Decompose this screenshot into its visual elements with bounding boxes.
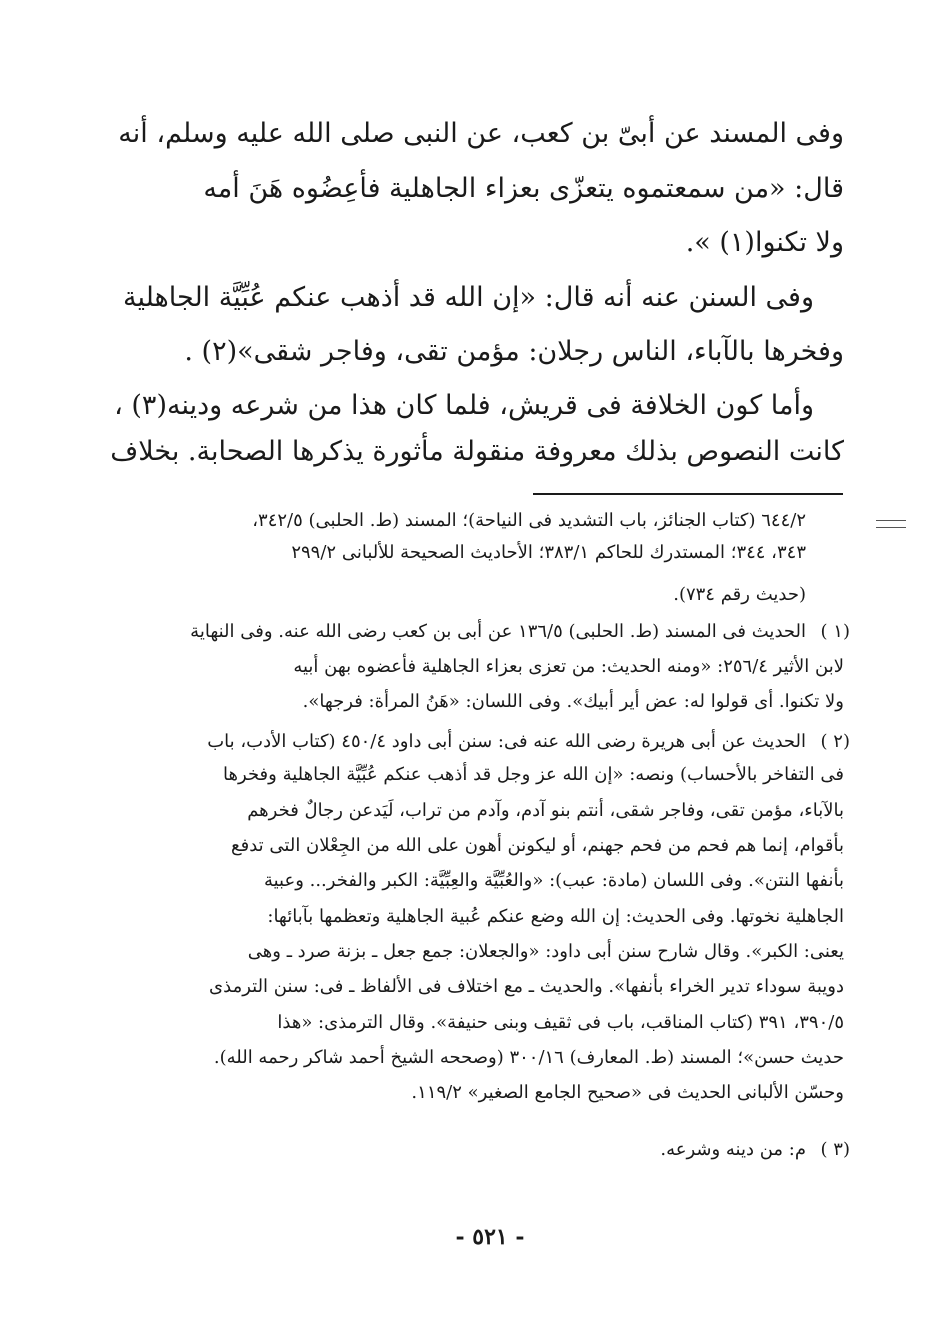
footnote-line: ٣٩٠/٥، ٣٩١ (كتاب المناقب، باب فى ثقيف وبنى حنيفة». وقال الترمذى: «هذا <box>277 1012 844 1033</box>
footnote-line: الحديث فى المسند (ط. الحلبى) ١٣٦/٥ عن أبى بن كعب رضى الله عنه. وفى النهاية <box>190 621 806 642</box>
footnote-line: وحسّن الألبانى الحديث فى «صحيح الجامع الصغير» ١١٩/٢. <box>411 1082 844 1103</box>
footnote-continuation-line: ٦٤٤/٢ (كتاب الجنائز، باب التشديد فى النياحة)؛ المسند (ط. الحلبى) ٣٤٢/٥، <box>252 510 806 531</box>
body-line: وفى السنن عنه أنه قال: «إن الله قد أذهب عنكم عُبِّيَّة الجاهلية <box>123 282 814 313</box>
footnote-line: بأنفها النتن». وفى اللسان (مادة: عبب): «والعُبِّيَّة والعِبِّيَّة: الكبر والفخر... وعبية <box>263 870 844 891</box>
footnote-line: دويبة سوداء تدير الخراء بأنفها». والحديث ـ مع اختلاف فى الألفاظ ـ فى: سنن الترمذى <box>209 976 844 997</box>
footnote-line: الجاهلية نخوتها. وفى الحديث: إن الله وضع عنكم عُبية الجاهلية وتعظمها بآبائها: <box>267 906 844 927</box>
body-line: ولا تكنوا(١) ». <box>685 227 844 258</box>
body-line: وأما كون الخلافة فى قريش، فلما كان هذا من شرعه ودينه(٣) ، <box>114 390 814 421</box>
body-line: وفى المسند عن أبىّ بن كعب، عن النبى صلى الله عليه وسلم، أنه <box>118 118 844 149</box>
footnote-line: فى التفاخر بالأحساب) ونصه: «إن الله عز وجل قد أذهب عنكم عُبِّيَّة الجاهلية وفخرها <box>223 764 844 785</box>
footnote-line: يعنى: الكبر». وقال شارح سنن أبى داود: «والجعلان: جمع جعل ـ بزنة صرد ـ وهى <box>247 941 844 962</box>
footnote-line: الحديث عن أبى هريرة رضى الله عنه فى: سنن أبى داود ٤٥٠/٤ (كتاب الأدب، باب <box>207 731 806 752</box>
footnote-line: لابن الأثير ٢٥٦/٤: «ومنه الحديث: من تعزى بعزاء الجاهلية فأعضوه بهن أبيه <box>293 656 844 677</box>
footnote-continuation-line: ٣٤٣، ٣٤٤؛ المستدرك للحاكم ٣٨٣/١؛ الأحاديث الصحيحة للألبانى ٢٩٩/٢ <box>291 542 806 563</box>
footnote-marker: (١ ) <box>820 621 850 642</box>
body-line: قال: «من سمعتموه يتعزّى بعزاء الجاهلية فأعِضُوه هَنَ أمه <box>203 173 844 204</box>
footnote-line: بأقوام، إنما هم فحم من فحم جهنم، أو ليكونن أهون على الله من الجِعْلان التى تدفع <box>231 835 844 856</box>
footnote-line: م: من دينه وشرعه. <box>660 1139 806 1160</box>
body-line: كانت النصوص بذلك معروفة منقولة مأثورة يذكرها الصحابة. بخلاف <box>110 436 844 467</box>
footnote-separator <box>533 493 843 495</box>
footnote-continuation-line: (حديث رقم ٧٣٤). <box>673 584 806 605</box>
footnote-marker: (٣ ) <box>820 1139 850 1160</box>
footnote-line: حديث حسن»؛ المسند (ط. المعارف) ٣٠٠/١٦ (وصححه الشيخ أحمد شاكر رحمه الله). <box>213 1047 844 1068</box>
footnote-marker: (٢ ) <box>820 731 850 752</box>
body-line: وفخرها بالآباء، الناس رجلان: مؤمن تقى، وفاجر شقى»(٢) . <box>184 336 844 367</box>
footnote-line: ولا تكنوا. أى قولوا له: عض أير أبيك». وفى اللسان: «هَنُ المرأة: فرجها». <box>302 691 844 712</box>
margin-mark <box>876 520 906 528</box>
page-number: - ٥٢١ - <box>455 1224 525 1250</box>
footnote-line: بالآباء، مؤمن تقى، وفاجر شقى، أنتم بنو آدم، وآدم من تراب، لَيَدعن رجالٌ فخرهم <box>247 800 844 821</box>
